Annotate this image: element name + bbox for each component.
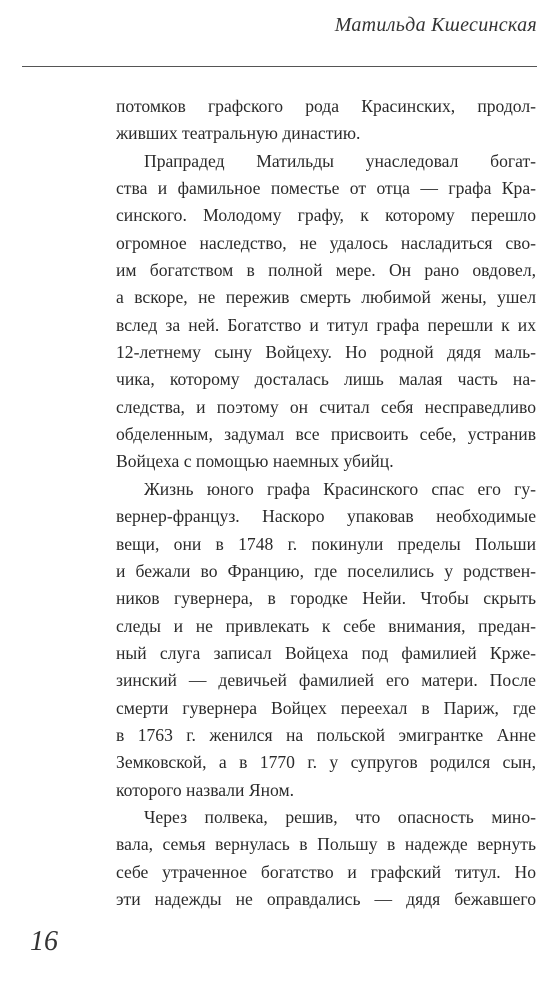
- text-line: 12-летнему сыну Войцеху. Но родной дядя маль-: [116, 342, 536, 363]
- text-line: вещи, они в 1748 г. покинули пределы Польши: [116, 533, 536, 554]
- text-line: вслед за ней. Богатство и титул графа перешли к их: [116, 314, 536, 335]
- text-line: вала, семья вернулась в Польшу в надежде вернуть: [116, 834, 536, 855]
- text-line: потомков графского рода Красинских, продол-: [116, 96, 536, 116]
- text-line: эти надежды не оправдались — дядя бежавшего: [116, 888, 536, 909]
- text-line: следы и не привлекать к себе внимания, предан-: [116, 615, 536, 636]
- text-line: вернер-француз. Наскоро упаковав необходимые: [116, 506, 536, 527]
- paragraph: [116, 476, 536, 804]
- text-line: в 1763 г. женился на польской эмигрантке Анне: [116, 724, 536, 745]
- text-line: огромное наследство, не удалось насладиться сво-: [116, 232, 536, 253]
- text-line: Прапрадед Матильды унаследовал богат-: [144, 150, 536, 171]
- running-head: Матильда Кшесинская: [334, 14, 537, 36]
- header-rule: [22, 66, 537, 67]
- text-line: обделенным, задумал все присвоить себе, устранив: [116, 424, 536, 445]
- text-line: Войцеха с помощью наемных убийц.: [116, 451, 394, 472]
- text-line: себе утраченное богатство и графский титул. Но: [116, 861, 536, 882]
- text-line: ников гувернера, в городке Нейи. Чтобы скрыть: [116, 588, 536, 609]
- text-line: Через полвека, решив, что опасность мино-: [144, 806, 536, 827]
- paragraph: [116, 148, 536, 476]
- paragraph: [116, 804, 536, 913]
- text-line: чика, которому досталась лишь малая часть на-: [116, 369, 536, 390]
- text-line: синского. Молодому графу, к которому перешло: [116, 205, 536, 226]
- body-text: [116, 93, 536, 913]
- text-line: зинский — девичьей фамилией его матери. После: [116, 670, 536, 691]
- text-line: им богатством в полной мере. Он рано овдовел,: [116, 260, 536, 281]
- text-line: смерти гувернера Войцех переехал в Париж, где: [116, 697, 536, 718]
- text-line: ный слуга записал Войцеха под фамилией Крже-: [116, 642, 536, 663]
- page-number: 16: [30, 926, 58, 957]
- text-line: ства и фамильное поместье от отца — графа Кра-: [116, 178, 536, 199]
- text-line: и бежали во Францию, где поселились у родствен-: [116, 560, 536, 581]
- text-line: живших театральную династию.: [116, 123, 361, 144]
- text-line: следства, и поэтому он считал себя несправедливо: [116, 396, 536, 417]
- text-line: Земковской, а в 1770 г. у супругов родился сын,: [116, 752, 536, 773]
- text-line: которого назвали Яном.: [116, 779, 294, 800]
- text-line: Жизнь юного графа Красинского спас его гу-: [144, 478, 536, 499]
- text-line: а вскоре, не пережив смерть любимой жены, ушел: [116, 287, 536, 308]
- paragraph: [116, 93, 536, 148]
